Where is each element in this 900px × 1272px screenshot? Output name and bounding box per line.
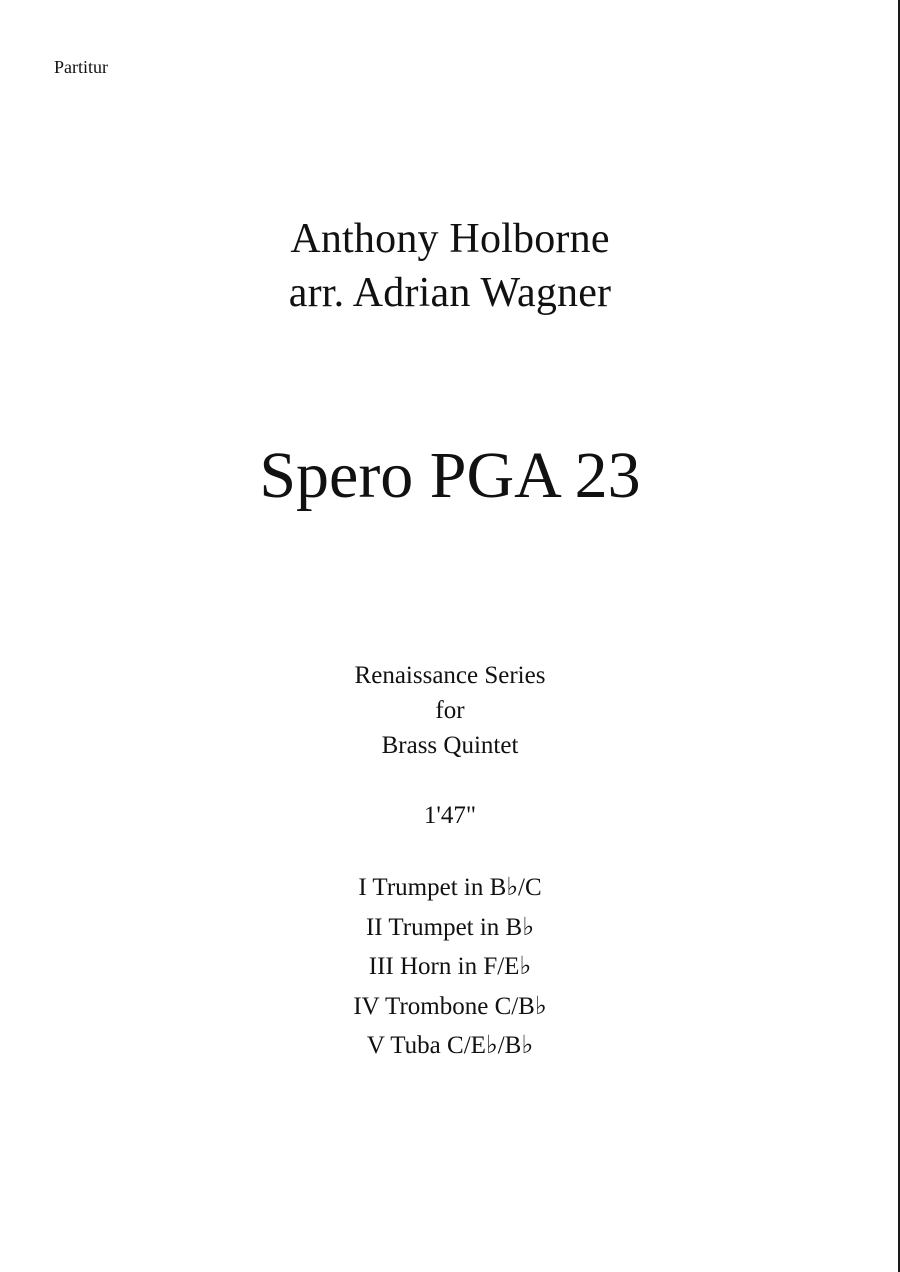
instrument-item: IV Trombone C/B♭	[353, 992, 547, 1020]
instrument-item: III Horn in F/E♭	[368, 953, 532, 980]
arranger-name: arr. Adrian Wagner	[288, 270, 612, 316]
instrument-item: II Trumpet in B♭	[365, 913, 535, 941]
credits	[0, 212, 900, 320]
composer-name: Anthony Holborne	[290, 216, 610, 262]
instrument-list	[0, 868, 900, 1066]
instrument-item: I Trumpet in B♭/C	[358, 874, 542, 901]
series-line: Brass Quintet	[381, 732, 519, 759]
series-line: for	[435, 697, 465, 724]
instrument-item: V Tuba C/E♭/B♭	[366, 1032, 534, 1059]
series-line: Renaissance Series	[354, 662, 546, 689]
header-label: Partitur	[54, 57, 108, 77]
series-info	[0, 658, 900, 763]
duration: 1'47"	[423, 802, 477, 829]
piece-title: Spero PGA 23	[259, 439, 641, 512]
